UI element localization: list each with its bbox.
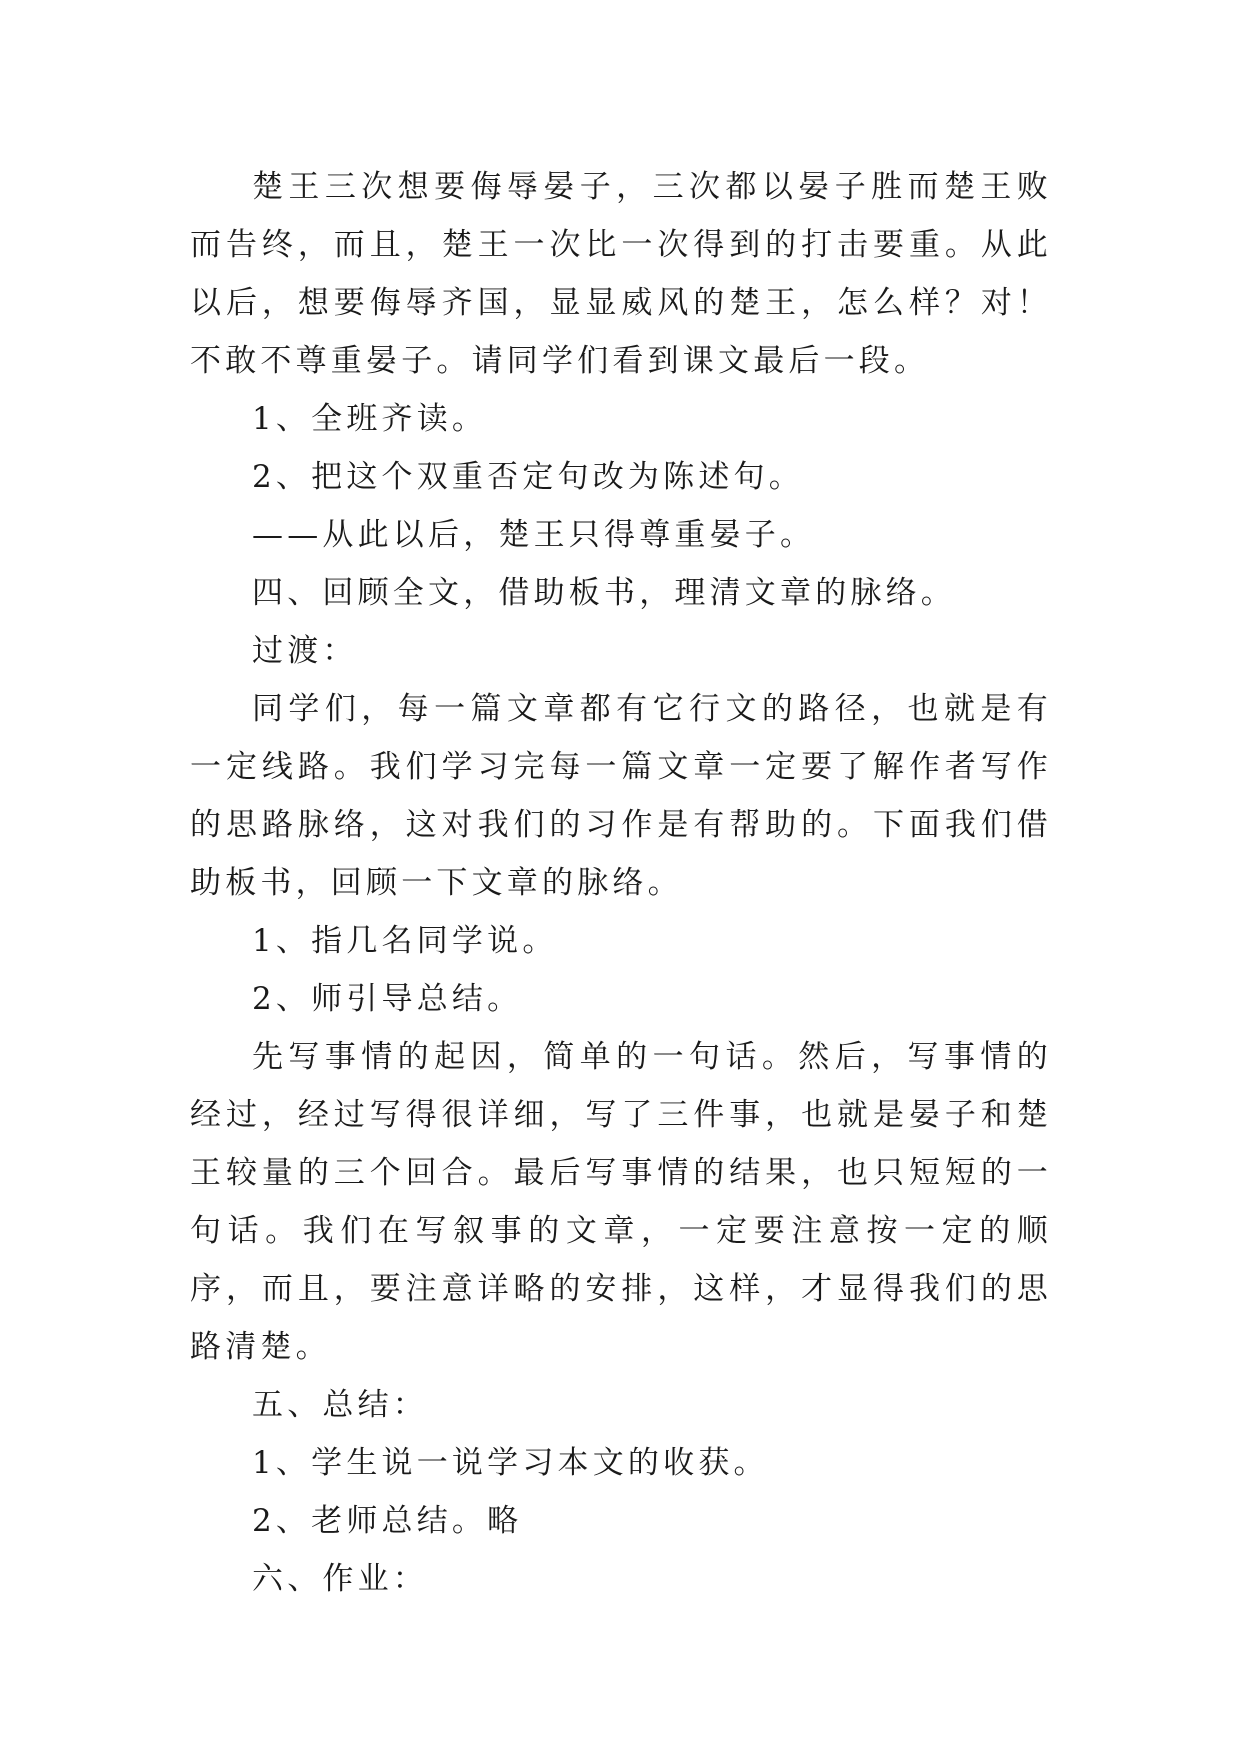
- paragraph-10: 先写事情的起因，简单的一句话。然后，写事情的经过，经过写得很详细，写了三件事，也就是晏子和楚王较量的三个回合。最后写事情的结果，也只短短的一句话。我们在写叙事的文章，一定要注意按一定的顺序，而且，要注意详略的安排，这样，才显得我们的思路清楚。: [190, 1039, 1052, 1365]
- paragraph-transition-label: 过渡：: [252, 633, 358, 669]
- paragraph-4: ——从此以后，楚王只得尊重晏子。: [252, 517, 816, 553]
- paragraph-2: 1、全班齐读。: [252, 401, 488, 437]
- paragraph-12: 1、学生说一说学习本文的收获。: [252, 1445, 769, 1481]
- section-heading-summary: 五、总结：: [252, 1387, 428, 1423]
- paragraph-9: 2、师引导总结。: [252, 981, 523, 1017]
- paragraph-13: 2、老师总结。略: [252, 1503, 523, 1539]
- section-heading-review: 四、回顾全文，借助板书，理清文章的脉络。: [252, 575, 956, 611]
- paragraph-3: 2、把这个双重否定句改为陈述句。: [252, 459, 804, 495]
- paragraph-7: 同学们，每一篇文章都有它行文的路径，也就是有一定线路。我们学习完每一篇文章一定要了解作者写作的思路脉络，这对我们的习作是有帮助的。下面我们借助板书，回顾一下文章的脉络。: [190, 691, 1052, 901]
- section-heading-homework: 六、作业：: [252, 1561, 428, 1597]
- paragraph-1: 楚王三次想要侮辱晏子，三次都以晏子胜而楚王败而告终，而且，楚王一次比一次得到的打击要重。从此以后，想要侮辱齐国，显显威风的楚王，怎么样？对！不敢不尊重晏子。请同学们看到课文最后一段。: [190, 169, 1052, 379]
- document-page: [190, 158, 1052, 1608]
- paragraph-8: 1、指几名同学说。: [252, 923, 558, 959]
